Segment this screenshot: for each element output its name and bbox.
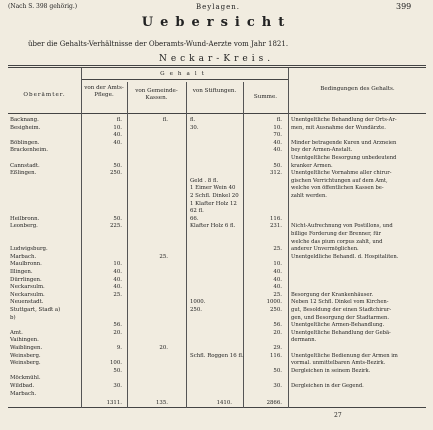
- row-amtspflege: 100.: [109, 360, 122, 367]
- row-oberamt: Vaihingen.: [10, 337, 39, 344]
- total-amtspflege: 1311.: [106, 400, 122, 406]
- row-oberamt: Möckmühl.: [10, 375, 41, 382]
- row-summe: 50.: [273, 162, 282, 169]
- row-oberamt: Weinsberg.: [10, 360, 41, 367]
- row-bedingung: kranker Armen.: [291, 162, 333, 169]
- row-summe: 231.: [269, 223, 282, 230]
- row-amtspflege: 250.: [109, 170, 122, 177]
- row-bedingung: gen, und Besorgung der Stadtarmen.: [291, 314, 390, 321]
- row-bedingung: Dergleichen in seinem Bezirk.: [291, 367, 371, 374]
- header-note: (Nach S. 398 gehörig.): [8, 3, 78, 10]
- row-oberamt: Marbach.: [10, 390, 37, 397]
- row-amtspflege: 20.: [113, 329, 122, 336]
- col-divider: [243, 82, 244, 408]
- row-summe: 20.: [273, 329, 282, 336]
- col-header-bedingungen: Bedingungen des Gehalts.: [320, 86, 395, 92]
- row-stiftungen: 250.: [190, 307, 203, 313]
- row-summe: 29.: [273, 345, 282, 351]
- row-summe: 1000.: [266, 299, 282, 306]
- page-subtitle: über die Gehalts-Verhältnisse der Oberamts-Wund-Aerzte vom Jahr 1821.: [28, 40, 289, 48]
- row-oberamt: Besigheim.: [10, 124, 41, 131]
- row-stiftungen: 1000.: [190, 299, 206, 306]
- col-divider: [288, 68, 289, 408]
- row-oberamt: Cannstadt.: [10, 162, 40, 169]
- gehalt-rule: [81, 79, 288, 80]
- row-stiftungen: Geld . 8 fl.: [190, 177, 219, 184]
- header-bottom-rule: [8, 113, 426, 114]
- row-amtspflege: 10.: [113, 261, 122, 268]
- col-divider: [186, 82, 187, 408]
- total-summe: 2866.: [266, 400, 282, 406]
- row-gemeinde: 20.: [159, 345, 168, 351]
- table-top-rule-2: [8, 67, 426, 68]
- row-summe: 25.: [273, 246, 282, 253]
- row-bedingung: Neben 12 Schfl. Dinkel vom Kirchen-: [291, 299, 389, 306]
- region-title: Neckar-Kreis.: [158, 54, 275, 64]
- row-summe: 56.: [273, 322, 282, 329]
- row-summe: 250.: [269, 307, 282, 313]
- row-bedingung: billige Forderung der Brenner, für: [291, 231, 382, 237]
- row-amtspflege: 50.: [113, 215, 122, 222]
- row-amtspflege: 40.: [113, 132, 122, 139]
- row-stiftungen: Schfl. Roggen 16 fl.: [190, 352, 244, 359]
- row-bedingung: Unentgeltliche Behandlung der Orts-Ar-: [291, 117, 397, 123]
- row-summe: 116.: [269, 215, 282, 222]
- row-oberamt: Weinsberg.: [10, 352, 41, 359]
- row-bedingung: Besorgung der Krankenhäuser.: [291, 291, 374, 298]
- row-oberamt: Leonberg.: [10, 223, 38, 230]
- row-oberamt: Maulbronn.: [10, 261, 42, 268]
- row-amtspflege: 225.: [109, 223, 122, 230]
- page-number: 399: [396, 2, 412, 11]
- row-oberamt: Amt.: [10, 329, 23, 336]
- row-summe: 40.: [273, 276, 282, 283]
- row-oberamt: Dürrlingen.: [10, 276, 42, 283]
- row-amtspflege: 40.: [113, 284, 122, 291]
- row-summe: 10.: [273, 261, 282, 268]
- row-amtspflege: 30.: [113, 383, 122, 389]
- row-oberamt: Neuenstadt.: [10, 299, 44, 306]
- total-stiftungen: 1410.: [216, 400, 232, 406]
- row-amtspflege: 10.: [113, 124, 122, 131]
- row-stiftungen: fl.: [190, 117, 196, 123]
- row-oberamt: b): [10, 314, 16, 321]
- row-bedingung: Nicht-Aufrechnung von Postillons, und: [291, 223, 393, 230]
- row-stiftungen: 2 Schfl. Dinkel 20: [190, 193, 239, 199]
- row-bedingung: Minder betragende Kuren und Arzneien: [291, 139, 397, 146]
- row-bedingung: bey der Armen-Anstalt.: [291, 147, 353, 154]
- row-summe: 70.: [273, 132, 282, 139]
- row-bedingung: dermann.: [291, 337, 317, 344]
- row-oberamt: Ludwigsburg.: [10, 246, 48, 253]
- row-oberamt: Heilbronn.: [10, 215, 40, 222]
- table-top-rule: [8, 65, 426, 66]
- col-header-stiftungen: von Stiftungen.: [192, 88, 237, 94]
- row-stiftungen: 1 Klafter Holz 12: [190, 200, 237, 207]
- row-amtspflege: 40.: [113, 139, 122, 146]
- col-header-summe: Summe.: [253, 94, 278, 100]
- row-bedingung: gischen Verrichtungen auf dem Amt,: [291, 177, 388, 184]
- row-bedingung: vormal. unmittelbaren Amts-Bezirk.: [291, 360, 386, 367]
- row-bedingung: Unentgeltliche Armen-Behandlung.: [291, 322, 385, 329]
- row-amtspflege: 56.: [113, 322, 122, 329]
- row-bedingung: men, mit Ausnahme der Wundärzte.: [291, 124, 386, 131]
- row-bedingung: Unentgeltliche Vornahme aller chirur-: [291, 170, 392, 177]
- footer-page-mark: 27: [334, 412, 342, 419]
- header-section: Beylagen.: [196, 3, 241, 11]
- row-stiftungen: 1 Eimer Wein 40: [190, 185, 236, 192]
- row-amtspflege: fl.: [116, 117, 122, 123]
- row-oberamt: Eßlingen.: [10, 170, 37, 177]
- row-amtspflege: 50.: [113, 367, 122, 374]
- col-divider: [127, 82, 128, 408]
- row-summe: 25.: [273, 291, 282, 298]
- row-stiftungen: 62 fl.: [190, 208, 204, 215]
- row-bedingung: welche das pium corpus zahlt, und: [291, 238, 383, 245]
- row-amtspflege: 40.: [113, 276, 122, 283]
- page-title: Uebersicht: [141, 15, 292, 30]
- row-bedingung: welche von öffentlichen Kassen be-: [291, 185, 384, 192]
- row-oberamt: Marbach.: [10, 253, 37, 260]
- row-oberamt: Backnang.: [10, 117, 39, 123]
- row-summe: 40.: [273, 147, 282, 154]
- row-oberamt: Neckarsulm.: [10, 284, 45, 291]
- row-bedingung: Unentgeltliche Besorgung unbedeutend: [291, 155, 397, 161]
- row-summe: 30.: [273, 383, 282, 389]
- row-summe: 10.: [273, 124, 282, 131]
- row-bedingung: gut, Besoldung der einen Stadtchirur-: [291, 307, 392, 313]
- row-summe: 40.: [273, 139, 282, 146]
- row-gemeinde: fl.: [162, 117, 168, 123]
- col-header-gehalt: Gehalt: [160, 71, 209, 77]
- row-summe: 40.: [273, 269, 282, 275]
- row-stiftungen: 30.: [190, 124, 199, 131]
- row-oberamt: Wildbad.: [10, 383, 35, 389]
- row-oberamt: Böblingen.: [10, 139, 40, 146]
- row-oberamt: Brackenheim.: [10, 147, 48, 154]
- col-header-gemeinde: von Gemeinde-Kassen.: [135, 88, 178, 101]
- col-header-oberamt: Oberämter.: [23, 92, 66, 98]
- row-amtspflege: 25.: [113, 291, 122, 298]
- row-summe: 50.: [273, 367, 282, 374]
- total-gemeinde: 135.: [155, 400, 168, 406]
- row-amtspflege: 9.: [116, 345, 122, 351]
- row-bedingung: zahlt werden.: [291, 193, 327, 199]
- row-stiftungen: 66.: [190, 215, 199, 222]
- row-bedingung: Unentgeltliche Bedienung der Armen im: [291, 352, 398, 359]
- row-amtspflege: 40.: [113, 269, 122, 275]
- row-bedingung: Unentgeltliche Behandlung der Gebä-: [291, 329, 391, 336]
- row-oberamt: Stuttgart, Stadt a): [10, 307, 61, 313]
- row-bedingung: anderer Unvermöglichen.: [291, 246, 359, 253]
- row-summe: fl.: [276, 117, 282, 123]
- row-bedingung: Unentgeldliche Behandl. d. Hospitaliten.: [291, 253, 399, 260]
- row-summe: 40.: [273, 284, 282, 291]
- row-oberamt: Neckarsulm.: [10, 291, 45, 298]
- row-oberamt: Illingen.: [10, 269, 33, 275]
- col-header-amtspflege: von der Amts-Pflege.: [84, 85, 124, 98]
- row-oberamt: Waiblingen.: [10, 345, 43, 351]
- row-amtspflege: 50.: [113, 162, 122, 169]
- row-gemeinde: 25.: [159, 253, 168, 260]
- row-summe: 116.: [269, 352, 282, 359]
- row-summe: 312.: [269, 170, 282, 177]
- row-stiftungen: Klafter Holz 6 fl.: [190, 223, 236, 230]
- row-bedingung: Dergleichen in der Gegend.: [291, 383, 364, 389]
- table-bottom-rule: [8, 407, 426, 408]
